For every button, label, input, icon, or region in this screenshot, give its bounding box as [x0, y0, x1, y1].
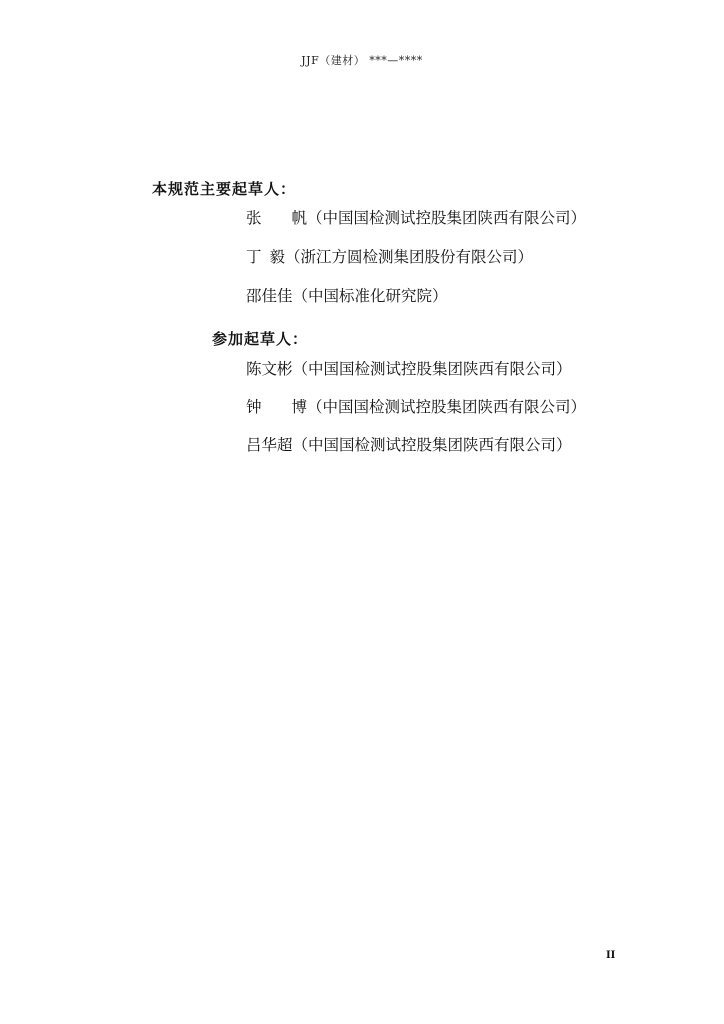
- participant-row: [246, 359, 572, 379]
- drafter-name-first: 丁: [246, 248, 262, 266]
- drafter-name: 邵佳佳: [246, 287, 293, 305]
- participant-name-first: 钟: [246, 398, 262, 416]
- drafter-name-last: 毅: [269, 248, 286, 266]
- participant-name: 吕华超: [246, 436, 293, 454]
- participant-row: [246, 435, 572, 455]
- drafter-row: [246, 208, 586, 228]
- drafter-row: [246, 286, 448, 306]
- participant-row: [246, 397, 586, 417]
- page-number: II: [606, 950, 616, 961]
- main-drafters-heading: 本规范主要起草人：: [152, 180, 297, 198]
- drafter-organization: （中国国检测试控股集团陕西有限公司）: [307, 209, 587, 227]
- participant-organization: （中国国检测试控股集团陕西有限公司）: [307, 398, 587, 416]
- participant-organization: （中国国检测试控股集团陕西有限公司）: [292, 360, 572, 378]
- participant-name-last: 博: [291, 398, 308, 416]
- participating-drafters-heading: 参加起草人：: [212, 330, 309, 348]
- drafter-organization: （浙江方圆检测集团股份有限公司）: [285, 248, 534, 266]
- drafter-name-first: 张: [246, 209, 262, 227]
- page-header: JJF（建材） ***—****: [301, 54, 423, 67]
- drafter-row: [246, 247, 533, 267]
- participant-name: 陈文彬: [246, 360, 293, 378]
- drafter-organization: （中国标准化研究院）: [292, 287, 448, 305]
- participant-organization: （中国国检测试控股集团陕西有限公司）: [292, 436, 572, 454]
- drafter-name-last: 帆: [291, 209, 308, 227]
